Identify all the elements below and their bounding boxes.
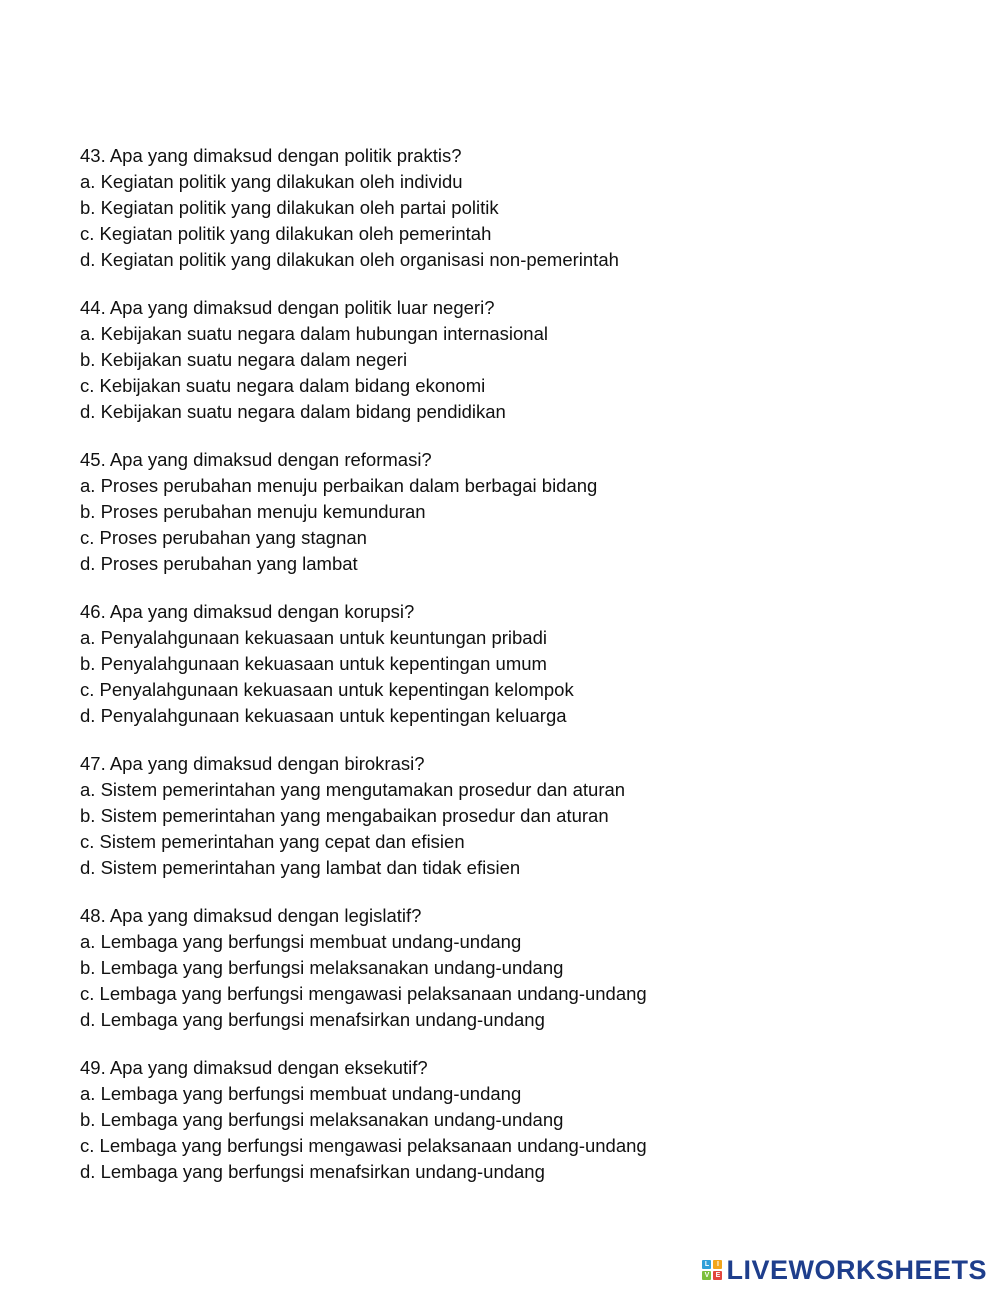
option-d: d. Lembaga yang berfungsi menafsirkan undang-undang xyxy=(80,1009,545,1030)
question-47 xyxy=(80,751,960,881)
option-c: c. Proses perubahan yang stagnan xyxy=(80,527,367,548)
option-b: b. Penyalahgunaan kekuasaan untuk kepentingan umum xyxy=(80,653,547,674)
brand-name: LIVEWORKSHEETS xyxy=(726,1254,987,1285)
option-b: b. Lembaga yang berfungsi melaksanakan undang-undang xyxy=(80,1109,564,1130)
question-43 xyxy=(80,143,960,273)
question-text: 45. Apa yang dimaksud dengan reformasi? xyxy=(80,449,432,470)
option-a: a. Penyalahgunaan kekuasaan untuk keuntungan pribadi xyxy=(80,627,547,648)
option-d: d. Kegiatan politik yang dilakukan oleh organisasi non-pemerintah xyxy=(80,249,619,270)
option-c: c. Kebijakan suatu negara dalam bidang ekonomi xyxy=(80,375,486,396)
option-a: a. Lembaga yang berfungsi membuat undang-undang xyxy=(80,931,522,952)
option-d: d. Lembaga yang berfungsi menafsirkan undang-undang xyxy=(80,1161,545,1182)
option-c: c. Lembaga yang berfungsi mengawasi pelaksanaan undang-undang xyxy=(80,1135,647,1156)
option-c: c. Kegiatan politik yang dilakukan oleh pemerintah xyxy=(80,223,492,244)
question-48 xyxy=(80,903,960,1033)
option-b: b. Kegiatan politik yang dilakukan oleh partai politik xyxy=(80,197,499,218)
option-d: d. Penyalahgunaan kekuasaan untuk kepentingan keluarga xyxy=(80,705,567,726)
option-a: a. Kebijakan suatu negara dalam hubungan internasional xyxy=(80,323,548,344)
option-a: a. Proses perubahan menuju perbaikan dalam berbagai bidang xyxy=(80,475,598,496)
question-text: 47. Apa yang dimaksud dengan birokrasi? xyxy=(80,753,425,774)
question-46 xyxy=(80,599,960,729)
option-c: c. Penyalahgunaan kekuasaan untuk kepentingan kelompok xyxy=(80,679,574,700)
question-text: 49. Apa yang dimaksud dengan eksekutif? xyxy=(80,1057,428,1078)
option-b: b. Kebijakan suatu negara dalam negeri xyxy=(80,349,408,370)
liveworksheets-logo[interactable] xyxy=(702,1255,987,1285)
option-b: b. Proses perubahan menuju kemunduran xyxy=(80,501,426,522)
logo-letter-e: E xyxy=(713,1271,722,1280)
logo-letter-l: L xyxy=(702,1260,711,1269)
worksheet xyxy=(80,143,960,1207)
option-c: c. Lembaga yang berfungsi mengawasi pelaksanaan undang-undang xyxy=(80,983,647,1004)
option-b: b. Lembaga yang berfungsi melaksanakan undang-undang xyxy=(80,957,564,978)
option-a: a. Lembaga yang berfungsi membuat undang-undang xyxy=(80,1083,522,1104)
question-text: 44. Apa yang dimaksud dengan politik luar negeri? xyxy=(80,297,495,318)
logo-grid-icon xyxy=(702,1260,722,1280)
logo-letter-i: I xyxy=(713,1260,722,1269)
logo-letter-v: V xyxy=(702,1271,711,1280)
option-a: a. Kegiatan politik yang dilakukan oleh individu xyxy=(80,171,463,192)
question-44 xyxy=(80,295,960,425)
option-d: d. Kebijakan suatu negara dalam bidang pendidikan xyxy=(80,401,506,422)
option-c: c. Sistem pemerintahan yang cepat dan efisien xyxy=(80,831,465,852)
question-text: 48. Apa yang dimaksud dengan legislatif? xyxy=(80,905,422,926)
question-text: 46. Apa yang dimaksud dengan korupsi? xyxy=(80,601,415,622)
question-49 xyxy=(80,1055,960,1185)
option-d: d. Sistem pemerintahan yang lambat dan tidak efisien xyxy=(80,857,521,878)
question-text: 43. Apa yang dimaksud dengan politik praktis? xyxy=(80,145,462,166)
option-b: b. Sistem pemerintahan yang mengabaikan prosedur dan aturan xyxy=(80,805,609,826)
option-a: a. Sistem pemerintahan yang mengutamakan prosedur dan aturan xyxy=(80,779,626,800)
question-45 xyxy=(80,447,960,577)
option-d: d. Proses perubahan yang lambat xyxy=(80,553,358,574)
